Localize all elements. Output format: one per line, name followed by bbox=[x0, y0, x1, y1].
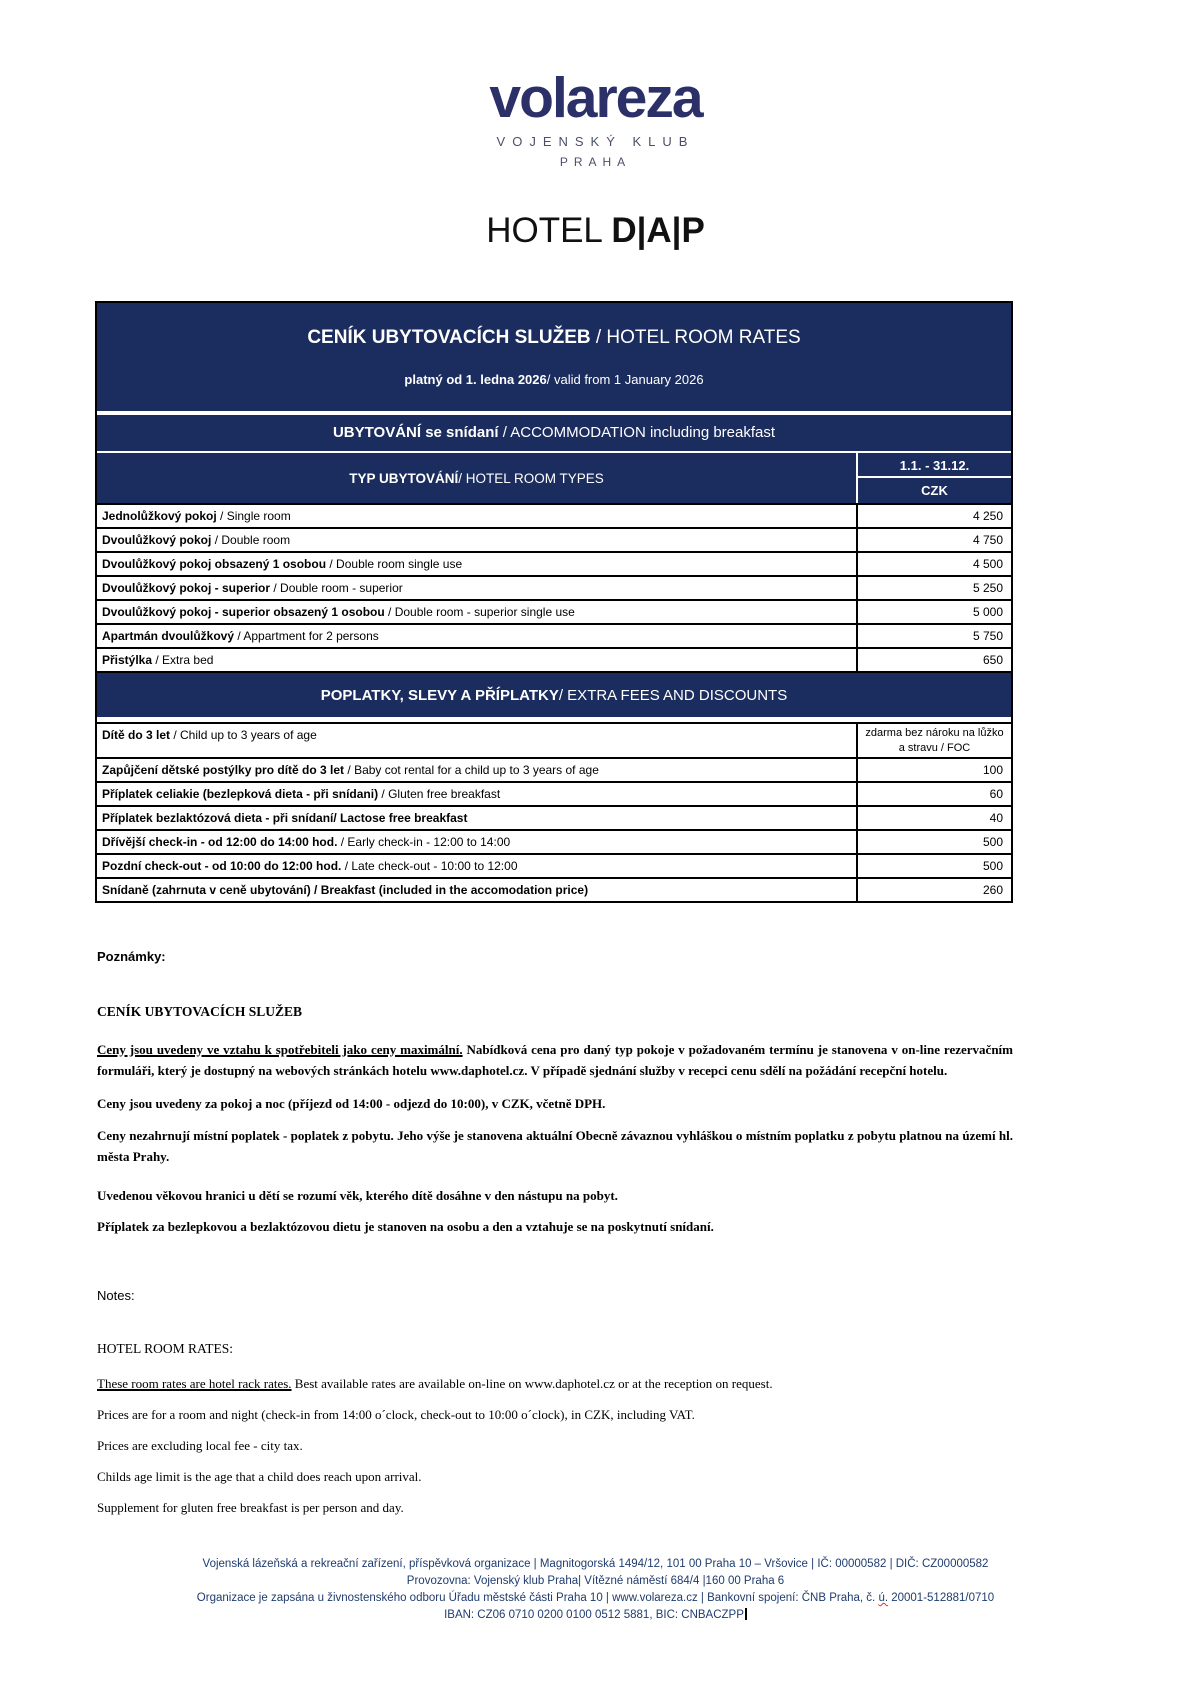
room-type-cs: Dvoulůžkový pokoj obsazený 1 osobou bbox=[102, 557, 327, 572]
spellcheck-marked-text: ú. bbox=[878, 1592, 889, 1604]
fees-header-en: / EXTRA FEES AND DISCOUNTS bbox=[558, 686, 788, 704]
accommodation-header-en: / ACCOMMODATION including breakfast bbox=[498, 424, 776, 442]
table-row bbox=[97, 575, 1011, 599]
footer-text: 20001-512881/0710 bbox=[888, 1592, 995, 1604]
rates-title bbox=[97, 303, 1011, 349]
period-label: 1.1. - 31.12. bbox=[858, 453, 1011, 478]
hotel-name-prefix: HOTEL bbox=[486, 211, 612, 251]
price-cell: 60 bbox=[989, 787, 1003, 802]
fees-section-header bbox=[97, 671, 1011, 717]
note-paragraph bbox=[97, 1040, 1013, 1082]
logo-subtitle-klub: VOJENSKÝ KLUB bbox=[496, 134, 695, 150]
logo-block bbox=[0, 0, 1191, 169]
rates-title-cs: CENÍK UBYTOVACÍCH SLUŽEB bbox=[307, 327, 591, 349]
room-type-cell bbox=[97, 649, 858, 671]
room-type-cs: Přistýlka bbox=[102, 653, 153, 668]
room-type-cell bbox=[97, 553, 858, 575]
table-row bbox=[97, 805, 1011, 829]
room-type-cs: Apartmán dvoulůžkový bbox=[102, 629, 235, 644]
room-type-cell bbox=[97, 625, 858, 647]
table-row bbox=[97, 599, 1011, 623]
note-underlined-sentence: Ceny jsou uvedeny ve vztahu k spotřebiteli jako ceny maximální. bbox=[97, 1042, 463, 1058]
price-cell: 5 750 bbox=[972, 629, 1003, 644]
fee-type-cell bbox=[97, 831, 858, 853]
table-row bbox=[97, 503, 1011, 527]
text-cursor bbox=[745, 1608, 747, 1620]
room-type-cell bbox=[97, 505, 858, 527]
rates-validity bbox=[97, 372, 1011, 387]
fee-type-cell bbox=[97, 759, 858, 781]
notes-section bbox=[97, 949, 1013, 1518]
room-type-cs: Dvoulůžkový pokoj - superior obsazený 1 osobou bbox=[102, 605, 385, 620]
room-type-cs: Dvoulůžkový pokoj bbox=[102, 533, 212, 548]
note-paragraph: Childs age limit is the age that a child does reach upon arrival. bbox=[97, 1469, 422, 1485]
fee-type-cs: Snídaně (zahrnuta v ceně ubytování) / Breakfast (included in the accomodation price) bbox=[102, 883, 589, 898]
room-type-en: / Appartment for 2 persons bbox=[234, 629, 379, 644]
fee-type-cs: Zapůjčení dětské postýlky pro dítě do 3 let bbox=[102, 763, 345, 778]
note-paragraph: Příplatek za bezlepkovou a bezlaktózovou dietu je stanoven na osobu a den a vztahuje se na poskytnutí snídaní. bbox=[97, 1218, 714, 1234]
notes-heading-en: HOTEL ROOM RATES: bbox=[97, 1340, 234, 1356]
notes-heading-cs: CENÍK UBYTOVACÍCH SLUŽEB bbox=[97, 1004, 303, 1020]
price-cell: 40 bbox=[989, 811, 1003, 826]
price-cell: 650 bbox=[982, 653, 1003, 668]
currency-label: CZK bbox=[921, 483, 948, 499]
accommodation-header-cs: UBYTOVÁNÍ se snídaní bbox=[332, 424, 499, 442]
price-cell: 260 bbox=[982, 883, 1003, 898]
table-row bbox=[97, 757, 1011, 781]
table-header-row bbox=[97, 451, 1011, 503]
note-paragraph: Supplement for gluten free breakfast is per person and day. bbox=[97, 1500, 404, 1516]
note-paragraph: Prices are for a room and night (check-in from 14:00 o´clock, check-out to 10:00 o´clock), in CZK, including VAT. bbox=[97, 1406, 695, 1422]
footer-line: Vojenská lázeňská a rekreační zařízení, příspěvková organizace | Magnitogorská 1494/12, 101 00 Praha 10 – Vršovice | IČ: 00000582 | DIČ: CZ00000582 bbox=[202, 1558, 989, 1570]
room-type-cell bbox=[97, 601, 858, 623]
fee-type-cell bbox=[97, 783, 858, 805]
note-paragraph bbox=[97, 1375, 1013, 1393]
company-footer bbox=[0, 1556, 1191, 1624]
footer-text: IBAN: CZ06 0710 0200 0100 0512 5881, BIC: CNBACZPP bbox=[444, 1609, 744, 1621]
table-row bbox=[97, 722, 1011, 757]
table-row bbox=[97, 527, 1011, 551]
price-cell: 5 250 bbox=[972, 581, 1003, 596]
room-type-en: / Double room single use bbox=[326, 557, 463, 572]
table-row bbox=[97, 623, 1011, 647]
volareza-logo: volareza bbox=[489, 66, 702, 130]
room-type-cell bbox=[97, 529, 858, 551]
fee-type-en: / Child up to 3 years of age bbox=[170, 728, 317, 743]
note-text: Nabídková cena pro daný typ pokoje v požadovaném termínu je stanovena v on-line rezervačním formuláři, který je dostupný na webových stránkách hotelu www.daphotel.cz. V případě sjednání služby v recepci cenu sdělí na požádání recepční hotelu. bbox=[97, 1042, 1013, 1078]
accommodation-section-header bbox=[97, 415, 1011, 451]
table-row bbox=[97, 647, 1011, 671]
price-cell: 4 750 bbox=[972, 533, 1003, 548]
fee-type-cs: Pozdní check-out - od 10:00 do 12:00 hod. bbox=[102, 859, 342, 874]
fee-type-en: / Baby cot rental for a child up to 3 years of age bbox=[344, 763, 599, 778]
room-type-en: / Double room - superior bbox=[270, 581, 403, 596]
room-type-en: / Double room - superior single use bbox=[384, 605, 575, 620]
note-paragraph: Uvedenou věkovou hranici u dětí se rozumí věk, kterého dítě dosáhne v den nástupu na pobyt. bbox=[97, 1188, 618, 1204]
room-types-header-cs: TYP UBYTOVÁNÍ bbox=[349, 470, 459, 486]
table-row bbox=[97, 877, 1011, 901]
fee-type-cs: Příplatek bezlaktózová dieta - při snídaní/ Lactose free breakfast bbox=[102, 811, 468, 826]
fee-type-cs: Příplatek celiakie (bezlepková dieta - při snídani) bbox=[102, 787, 379, 802]
fee-type-cell bbox=[97, 807, 858, 829]
rates-title-banner bbox=[97, 303, 1011, 411]
table-row bbox=[97, 781, 1011, 805]
footer-line bbox=[0, 1607, 1191, 1624]
hotel-name-title bbox=[0, 211, 1191, 251]
rates-validity-cs: platný od 1. ledna 2026 bbox=[404, 372, 547, 388]
rates-title-en: / HOTEL ROOM RATES bbox=[590, 327, 801, 349]
logo-subtitle-praha: PRAHA bbox=[559, 155, 632, 170]
table-row bbox=[97, 551, 1011, 575]
note-text: Best available rates are available on-line on www.daphotel.cz or at the reception on request. bbox=[291, 1375, 773, 1391]
fee-type-en: / Early check-in - 12:00 to 14:00 bbox=[337, 835, 511, 850]
room-type-en: / Single room bbox=[216, 509, 291, 524]
room-type-en: / Double room bbox=[211, 533, 291, 548]
fee-type-en: / Late check-out - 10:00 to 12:00 bbox=[341, 859, 518, 874]
note-paragraph: Prices are excluding local fee - city tax. bbox=[97, 1437, 303, 1453]
room-type-en: / Extra bed bbox=[152, 653, 214, 668]
room-types-column-header bbox=[97, 453, 856, 503]
note-paragraph: Ceny nezahrnují místní poplatek - poplatek z pobytu. Jeho výše je stanovena aktuální Obecně závaznou vyhláškou o místním poplatku z pobytu platnou na území hl. města Prahy. bbox=[97, 1128, 1013, 1165]
notes-label-cs: Poznámky: bbox=[97, 949, 166, 965]
notes-label-en: Notes: bbox=[97, 1287, 135, 1303]
fee-type-cell bbox=[97, 724, 858, 757]
price-column-header bbox=[856, 453, 1011, 503]
footer-line: Provozovna: Vojenský klub Praha| Vítězné náměstí 684/4 |160 00 Praha 6 bbox=[406, 1575, 785, 1587]
price-cell: 500 bbox=[982, 859, 1003, 874]
table-row bbox=[97, 853, 1011, 877]
room-type-cs: Dvoulůžkový pokoj - superior bbox=[102, 581, 271, 596]
price-cell: 5 000 bbox=[972, 605, 1003, 620]
room-type-cell bbox=[97, 577, 858, 599]
hotel-name-dap: D|A|P bbox=[611, 211, 705, 251]
price-cell: 100 bbox=[982, 763, 1003, 778]
price-cell: 500 bbox=[982, 835, 1003, 850]
table-row bbox=[97, 829, 1011, 853]
rates-validity-en: / valid from 1 January 2026 bbox=[546, 372, 704, 388]
footer-line bbox=[0, 1590, 1191, 1607]
fee-type-cell bbox=[97, 879, 858, 901]
footer-text: Organizace je zapsána u živnostenského odboru Úřadu městské části Praha 10 | www.volareza.cz | Bankovní spojení: ČNB Praha, č. bbox=[196, 1592, 879, 1604]
fee-type-en: / Gluten free breakfast bbox=[378, 787, 501, 802]
fee-type-cell bbox=[97, 855, 858, 877]
rates-table bbox=[95, 301, 1013, 903]
room-type-cs: Jednolůžkový pokoj bbox=[102, 509, 217, 524]
price-cell: 4 500 bbox=[972, 557, 1003, 572]
room-types-header-en: / HOTEL ROOM TYPES bbox=[458, 470, 604, 486]
price-cell: zdarma bez nároku na lůžko a stravu / FOC bbox=[865, 727, 1004, 754]
note-paragraph: Ceny jsou uvedeny za pokoj a noc (příjezd od 14:00 - odjezd do 10:00), v CZK, včetně DPH. bbox=[97, 1095, 606, 1111]
fees-header-cs: POPLATKY, SLEVY A PŘÍPLATKY bbox=[320, 686, 559, 704]
fee-type-cs: Dřívější check-in - od 12:00 do 14:00 hod. bbox=[102, 835, 338, 850]
fee-type-cs: Dítě do 3 let bbox=[102, 728, 171, 743]
price-cell: 4 250 bbox=[972, 509, 1003, 524]
note-underlined-sentence: These room rates are hotel rack rates. bbox=[97, 1375, 292, 1391]
